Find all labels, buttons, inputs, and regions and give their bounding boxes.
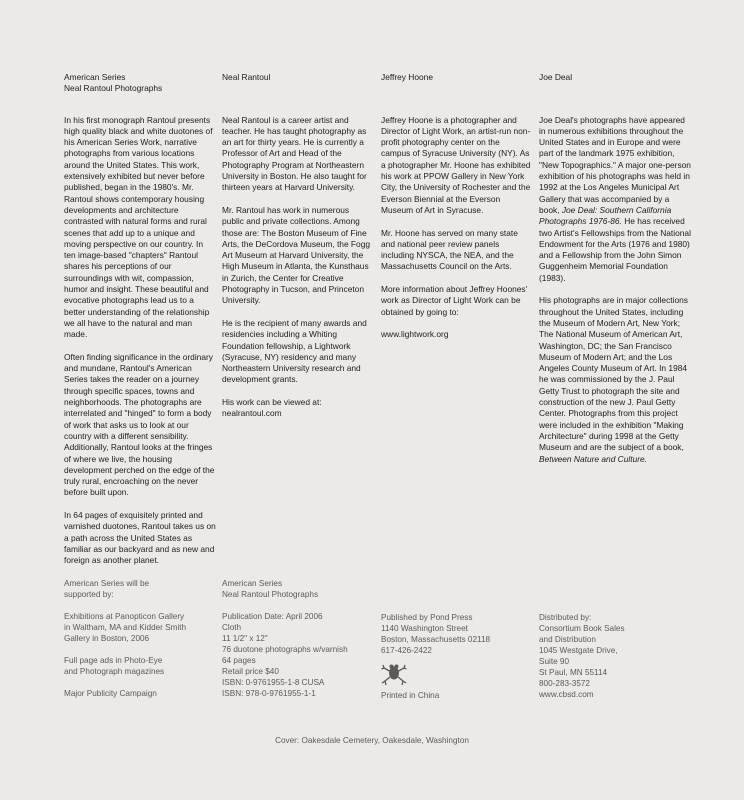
- series-paragraph-1: In his first monograph Rantoul presents high quality black and white duotones of his American Series Work, narrative photographs from various locations around the United States. This work, extensively exhibited but never before published, began in the 1980's. Mr. Rantoul shows contemporary housing developments and architecture contrasted with natural forms and rural scenes that add up to a unique and moving perspective on our country. In ten image-based "chapters" Rantoul shares his perceptions of our surroundings with wit, compassion, humor and insight. These beautiful and evocative photographs lead us to a better understanding of the relationship we all have to the natural and man made.: [64, 114, 213, 340]
- hoone-paragraph-1: Jeffrey Hoone is a photographer and Director of Light Work, an artist-run non-profit photography center on the campus of Syracuse University (NY). As a photographer Mr. Hoone has exhibited his work at PPOW Gallery in New York City, the University of Rochester and the Everson Biennial at the Everson Museum of Art in Syracuse.: [381, 114, 531, 215]
- jeffrey-hoone-column: [381, 72, 531, 352]
- spec-line: Cloth: [222, 623, 242, 632]
- spec-line: ISBN: 0-9761955-1-8 CUSA: [222, 678, 325, 687]
- spec-line: Retail price $40: [222, 667, 279, 676]
- support-ads: Full page ads in Photo-Eye and Photograph magazines: [64, 656, 165, 676]
- spec-line: Publication Date: April 2006: [222, 612, 323, 621]
- deal-paragraph-2: His photographs are in major collections throughout the United States, including the Museum of Modern Art, New York; The National Museum of American Art, Washington, DC; the San Francisco Museum of Modern Art; and the Los Angeles County Museum of Art. In 1984 he was commissioned by the J. Paul Getty Trust to photograph the site and construction of the new J. Paul Getty Center. Photographs from this project were included in the exhibition "Making Architecture" during 1998 at the Getty Museum and are the subject of a book, Between Nature and Culture.: [539, 295, 688, 464]
- neal-rantoul-column: [222, 72, 372, 431]
- cover-caption: Cover: Oakesdale Cemetery, Oakesdale, Washington: [275, 736, 469, 745]
- rantoul-paragraph-4: His work can be viewed at: nealrantoul.com: [222, 397, 322, 419]
- deal-paragraph-1: Joe Deal's photographs have appeared in numerous exhibitions throughout the United States and in Europe and were part of the landmark 1975 exhibition, "New Topographics." A major one-person exhibition of his photographs was held in 1992 at the Los Angeles Municipal Art Gallery that was accompanied by a book, Joe Deal: Southern California Photographs 1976-86. He has received two Artist's Fellowships from the National Endowment for the Arts (1976 and 1980) and a Fellowship from the John Simon Guggenheim Memorial Foundation (1983).: [539, 114, 691, 283]
- publisher-block: Published by Pond Press 1140 Washington Street Boston, Massachusetts 02118 617-426-2422 Printed in China: [381, 612, 531, 701]
- support-exhibitions: Exhibitions at Panopticon Gallery in Waltham, MA and Kidder Smith Gallery in Boston, 2006: [64, 612, 187, 643]
- book-title: Joe Deal: Southern California Photographs 1976-86.: [539, 204, 672, 227]
- frog-logo-icon: [381, 662, 407, 686]
- spec-line: 64 pages: [222, 656, 256, 665]
- spec-line: 11 1/2" x 12": [222, 634, 268, 643]
- spec-line: ISBN: 978-0-9761955-1-1: [222, 689, 316, 698]
- support-publicity: Major Publicity Campaign: [64, 689, 157, 698]
- column-heading: American Series Neal Rantoul Photographs: [64, 72, 163, 94]
- support-block: American Series will be supported by: Exhibitions at Panopticon Gallery in Waltham, MA and Kidder Smith Gallery in Boston, 2006 Full page ads in Photo-Eye and Photograph magazines Major Publicity Campaign: [64, 578, 214, 710]
- column-heading: Jeffrey Hoone: [381, 72, 433, 82]
- series-paragraph-3: In 64 pages of exquisitely printed and varnished duotones, Rantoul takes us on a path across the United States as familiar as our backyard and as new and foreign as another planet.: [64, 509, 216, 566]
- column-heading: Joe Deal: [539, 72, 573, 82]
- printed-in: Printed in China: [381, 691, 440, 700]
- joe-deal-column: [539, 72, 691, 476]
- distributor-block: Distributed by: Consortium Book Sales and Distribution 1045 Westgate Drive, Suite 90 St Paul, MN 55114 800-283-3572 www.cbsd.com: [539, 612, 689, 700]
- lightwork-website[interactable]: www.lightwork.org: [381, 329, 449, 340]
- column-heading: Neal Rantoul: [222, 72, 271, 82]
- book-specs-block: American Series Neal Rantoul Photographs Publication Date: April 2006 Cloth 11 1/2" x 12" 76 duotone photographs w/varnish 64 pages Retail price $40 ISBN: 0-9761955-1-8 CUSA ISBN: 978-0-9761955-1-1: [222, 578, 372, 699]
- american-series-column: [64, 72, 216, 578]
- rantoul-paragraph-3: He is the recipient of many awards and residencies including a Whiting Foundation fellowship, a Lightwork (Syracuse, NY) residency and many Northeastern University research and development grants.: [222, 317, 367, 385]
- rantoul-paragraph-2: Mr. Rantoul has work in numerous public and private collections. Among those are: The Boston Museum of Fine Arts, the DeCordova Museum, the Fogg Art Museum at Harvard University, the High Museum in Atlanta, the Kunsthaus in Zurich, the Center for Creative Photography in Tucson, and Princeton University.: [222, 204, 371, 306]
- rantoul-paragraph-1: Neal Rantoul is a career artist and teacher. He has taught photography as an art for thirty years. He is currently a Professor of Art and Head of the Photography Program at Northeastern University in Boston. He also taught for thirteen years at Harvard University.: [222, 114, 367, 193]
- series-paragraph-2: Often finding significance in the ordinary and mundane, Rantoul's American Series takes the reader on a journey through specific spaces, towns and neighborhoods. The photographs are interrelated and "hinged" to form a body of work that asks us to look at our country with a different sensibility. Additionally, Rantoul looks at the fringes of where we live, the housing development perched on the edge of the truly rural, encroaching on the never before built upon.: [64, 351, 215, 498]
- hoone-paragraph-3: More information about Jeffrey Hoones' work as Director of Light Work can be obtained by going to:: [381, 284, 528, 317]
- book-title: Between Nature and Culture.: [539, 453, 648, 464]
- rantoul-website[interactable]: nealrantoul.com: [222, 408, 282, 419]
- spec-line: 76 duotone photographs w/varnish: [222, 645, 348, 654]
- distributor-website[interactable]: www.cbsd.com: [539, 690, 594, 699]
- hoone-paragraph-2: Mr. Hoone has served on many state and national peer review panels including NYSCA, the NEA, and the Massachusetts Council on the Arts.: [381, 227, 518, 272]
